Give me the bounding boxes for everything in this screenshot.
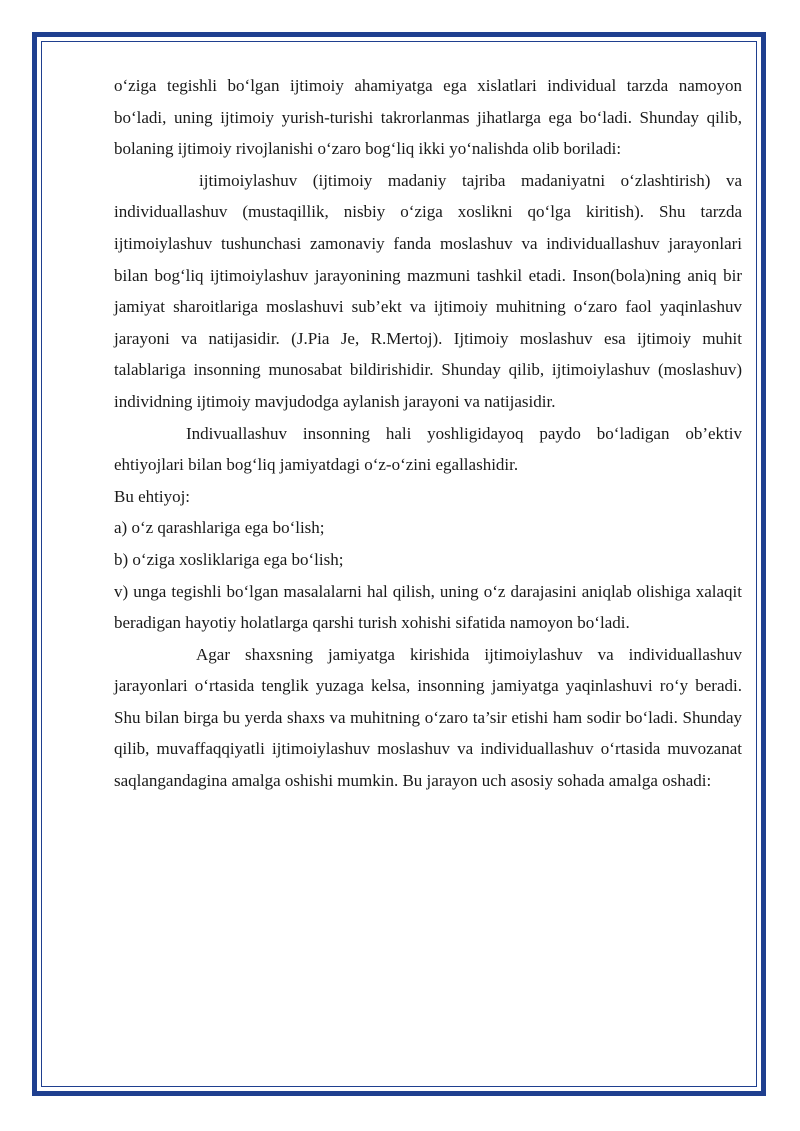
paragraph: Agar shaxsning jamiyatga kirishida ijtimoiylashuv va individuallashuv jarayonlari o‘rtasida tenglik yuzaga kelsa, insonning jamiyatga yaqinlashuvi ro‘y beradi. Shu bilan birga bu yerda shaxs va muhitning o‘zaro ta’sir etishi ham sodir bo‘ladi. Shunday qilib, muvaffaqqiyatli ijtimoiylashuv moslashuv va individuallashuv o‘rtasida muvozanat saqlangandagina amalga oshishi mumkin. Bu jarayon uch asosiy sohada amalga oshadi: <box>114 644 742 791</box>
list-item: a) o‘z qarashlariga ega bo‘lish; <box>114 518 325 538</box>
document-body <box>114 70 742 797</box>
list-item: v) unga tegishli bo‘lgan masalalarni hal qilish, uning o‘z darajasini aniqlab olishiga xalaqit beradigan hayotiy holatlarga qarshi turish xohishi sifatida namoyon bo‘ladi. <box>114 581 742 633</box>
list-item: b) o‘ziga xosliklariga ega bo‘lish; <box>114 549 344 569</box>
paragraph: Indivuallashuv insonning hali yoshligidayoq paydo bo‘ladigan ob’ektiv ehtiyojlari bilan bog‘liq jamiyatdagi o‘z-o‘zini egallashidir. <box>114 423 742 475</box>
list-intro: Bu ehtiyoj: <box>114 486 191 506</box>
paragraph: o‘ziga tegishli bo‘lgan ijtimoiy ahamiyatga ega xislatlari individual tarzda namoyon bo‘ladi, uning ijtimoiy yurish-turishi takrorlanmas jihatlarga ega bo‘ladi. Shunday qilib, bolaning ijtimoiy rivojlanishi o‘zaro bog‘liq ikki yo‘nalishda olib boriladi: <box>114 76 742 159</box>
paragraph: ijtimoiylashuv (ijtimoiy madaniy tajriba madaniyatni o‘zlashtirish) va individuallashuv (mustaqillik, nisbiy o‘ziga xoslikni qo‘lga kiritish). Shu tarzda ijtimoiylashuv tushunchasi zamonaviy fanda moslashuv va individuallashuv jarayonlari bilan bog‘liq ijtimoiylashuv jarayonining mazmuni tashkil etadi. Inson(bola)ning aniq bir jamiyat sharoitlariga moslashuvi sub’ekt va ijtimoiy muhitning o‘zaro faol yaqinlashuv jarayoni va natijasidir. (J.Pia Je, R.Mertoj). Ijtimoiy moslashuv esa ijtimoiy muhit talablariga insonning munosabat bildirishidir. Shunday qilib, ijtimoiylashuv (moslashuv) individning ijtimoiy mavjudodga aylanish jarayoni va natijasidir. <box>114 170 742 411</box>
